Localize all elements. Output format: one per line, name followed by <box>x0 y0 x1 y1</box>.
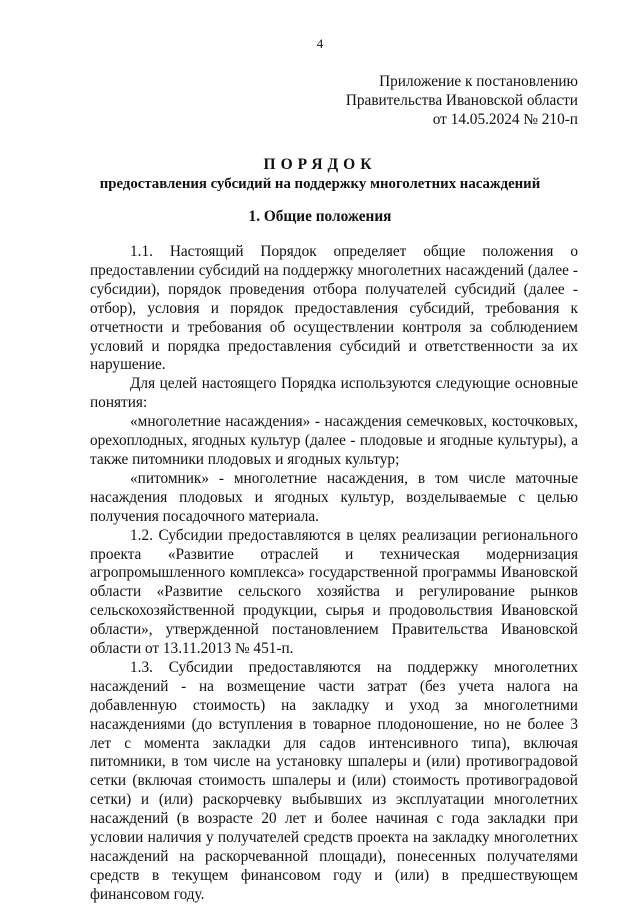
paragraph: «многолетние насаждения» - насаждения семечковых, косточковых, орехоплодных, ягодных культур (далее - плодовые и ягодные культуры), а также питомники плодовых и ягодных культур; <box>90 413 578 468</box>
page-number: 4 <box>316 36 324 51</box>
paragraph: 1.1. Настоящий Порядок определяет общие положения о предоставлении субсидий на поддержку многолетних насаждений (далее - субсидии), порядок проведения отбора получателей субсидий (далее - отбор), условия и порядок предоставления субсидий, требования к отчетности и требования об осуществлении контроля за соблюдением условий и порядка предоставления субсидий и ответственности за их нарушение. <box>90 243 578 374</box>
appendix-line: Правительства Ивановской области <box>345 92 578 109</box>
appendix-line: от 14.05.2024 № 210-п <box>432 111 578 128</box>
section-heading: 1. Общие положения <box>248 208 392 225</box>
paragraph: «питомник» - многолетние насаждения, в том числе маточные насаждения плодовых и ягодных культур, возделываемые с целью получения посадочного материала. <box>90 469 578 525</box>
paragraph: Для целей настоящего Порядка используются следующие основные понятия: <box>90 375 578 412</box>
paragraph: 1.2. Субсидии предоставляются в целях реализации регионального проекта «Развитие отраслей и техническая модернизация агропромышленного комплекса» государственной программы Ивановской области «Развитие сельского хозяйства и регулирование рынков сельскохозяйственной продукции, сырья и продовольствия Ивановской области», утвержденной постановлением Правительства Ивановской области от 13.11.2013 № 451-п. <box>90 526 578 658</box>
appendix-line: Приложение к постановлению <box>379 73 578 90</box>
appendix-block <box>346 72 578 129</box>
document-title: ПОРЯДОК <box>263 156 377 173</box>
document-subtitle: предоставления субсидий на поддержку многолетних насаждений <box>99 176 541 192</box>
document-body <box>90 243 578 905</box>
paragraph: 1.3. Субсидии предоставляются на поддержку многолетних насаждений - на возмещение части затрат (без учета налога на добавленную стоимость) на закладку и уход за многолетними насаждениями (до вступления в товарное плодоношение, но не более 3 лет с момента закладки для садов интенсивного типа), включая питомники, в том числе на установку шпалеры и (или) противоградовой сетки (включая стоимость шпалеры и (или) стоимость противоградовой сетки) и (или) раскорчевку выбывших из эксплуатации многолетних насаждений (в возрасте 20 лет и более начиная с года закладки при условии наличия у получателей средств проекта на закладку многолетних насаждений на раскорчеванной площади), понесенных получателями средств в текущем финансовом году и (или) в предшествующем финансовом году. <box>90 658 578 903</box>
